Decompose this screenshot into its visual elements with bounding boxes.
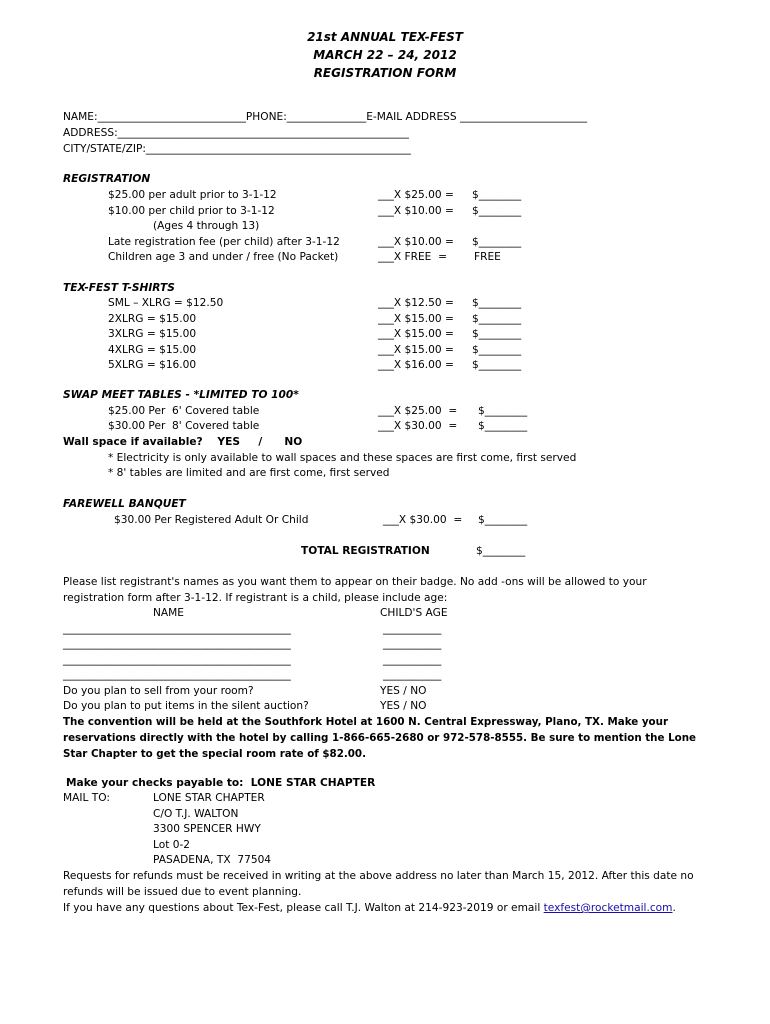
wall-space-question[interactable]: Wall space if available? YES / NO (63, 436, 303, 448)
total-registration-label: TOTAL REGISTRATION (301, 545, 430, 557)
swap-item-total[interactable]: $________ (478, 405, 528, 417)
tshirt-item-total[interactable]: $________ (472, 328, 522, 340)
tshirt-item-qty[interactable]: ___X $12.50 = (378, 297, 454, 309)
questions-contact-end: . (672, 902, 676, 914)
tables-note: * 8' tables are limited and are first come, first served (108, 467, 390, 479)
sell-question: Do you plan to sell from your room? (63, 685, 254, 697)
electricity-note: * Electricity is only available to wall spaces and these spaces are first come, first served (108, 452, 577, 464)
email-link[interactable]: texfest@rocketmail.com (543, 902, 673, 914)
badge-name-header: NAME (153, 607, 185, 619)
registration-item-qty[interactable]: ___X $10.00 = (378, 236, 454, 248)
refund-policy: Requests for refunds must be received in writing at the above address no later than March 15, 2012. After this date no refunds will be issued due to event planning. (63, 870, 694, 898)
total-registration-value[interactable]: $________ (476, 545, 526, 557)
auction-answer[interactable]: YES / NO (380, 700, 427, 712)
badge-name-line[interactable]: ___________________________________________ (63, 654, 291, 666)
swap-item-qty[interactable]: ___X $25.00 = (378, 405, 458, 417)
registration-item-total: FREE (474, 251, 501, 263)
swap-item-total[interactable]: $________ (478, 420, 528, 432)
mail-to-label: MAIL TO: (63, 792, 110, 804)
tshirt-item-qty[interactable]: ___X $16.00 = (378, 359, 454, 371)
swap-item-label: $30.00 Per 8' Covered table (108, 420, 260, 432)
questions-contact (63, 902, 676, 915)
address-field[interactable]: ADDRESS:_______________________________________________________ (63, 127, 409, 139)
registration-item-label: (Ages 4 through 13) (153, 220, 260, 232)
tshirt-item-total[interactable]: $________ (472, 344, 522, 356)
badge-age-line[interactable]: ___________ (383, 623, 442, 635)
hotel-info: The convention will be held at the Southfork Hotel at 1600 N. Central Expressway, Plano, TX. Make your reservations directly with the hotel by calling 1-866-665-2680 or 972-578-8555. Be sure to mention the Lone Star Chapter to get the special room rate of $82.00. (63, 716, 697, 760)
payable-to: Make your checks payable to: LONE STAR CHAPTER (66, 777, 376, 789)
mail-address-line: C/O T.J. WALTON (153, 808, 239, 820)
registration-item-label: Children age 3 and under / free (No Packet) (108, 251, 339, 263)
mail-address-line: LONE STAR CHAPTER (153, 792, 265, 804)
registration-item-label: $10.00 per child prior to 3-1-12 (108, 205, 275, 217)
mail-address-line: Lot 0-2 (153, 839, 191, 851)
banquet-total[interactable]: $________ (478, 514, 528, 526)
sell-answer[interactable]: YES / NO (380, 685, 427, 697)
title-line1: 21st ANNUAL TEX-FEST (307, 30, 463, 44)
badge-name-line[interactable]: ___________________________________________ (63, 669, 291, 681)
registration-item-qty[interactable]: ___X FREE = (378, 251, 447, 263)
tshirt-item-total[interactable]: $________ (472, 359, 522, 371)
swap-item-qty[interactable]: ___X $30.00 = (378, 420, 458, 432)
tshirt-item-qty[interactable]: ___X $15.00 = (378, 313, 454, 325)
badge-age-line[interactable]: ___________ (383, 669, 442, 681)
tshirt-item-total[interactable]: $________ (472, 297, 522, 309)
registration-item-total[interactable]: $________ (472, 189, 522, 201)
title-dates: MARCH 22 – 24, 2012 (313, 48, 457, 62)
tshirt-item-label: 4XLRG = $15.00 (108, 344, 197, 356)
banquet-qty[interactable]: ___X $30.00 = (383, 514, 463, 526)
tshirt-item-total[interactable]: $________ (472, 313, 522, 325)
registration-item-qty[interactable]: ___X $25.00 = (378, 189, 454, 201)
name-phone-email-field[interactable]: NAME:____________________________PHONE:_______________E-MAIL ADDRESS ________________________ (63, 111, 588, 123)
registration-item-qty[interactable]: ___X $10.00 = (378, 205, 454, 217)
badge-age-line[interactable]: ___________ (383, 654, 442, 666)
tshirt-item-label: SML – XLRG = $12.50 (108, 297, 224, 309)
badge-instructions: Please list registrant's names as you want them to appear on their badge. No add -ons will be allowed to your registration form after 3-1-12. If registrant is a child, please include age: (63, 576, 647, 604)
auction-question: Do you plan to put items in the silent auction? (63, 700, 309, 712)
tshirt-item-label: 3XLRG = $15.00 (108, 328, 197, 340)
badge-age-line[interactable]: ___________ (383, 638, 442, 650)
tshirt-item-qty[interactable]: ___X $15.00 = (378, 344, 454, 356)
tshirt-item-label: 5XLRG = $16.00 (108, 359, 197, 371)
registration-item-total[interactable]: $________ (472, 205, 522, 217)
swap-item-label: $25.00 Per 6' Covered table (108, 405, 260, 417)
registration-item-label: $25.00 per adult prior to 3-1-12 (108, 189, 277, 201)
registration-item-total[interactable]: $________ (472, 236, 522, 248)
badge-age-header: CHILD'S AGE (380, 607, 448, 619)
title-form: REGISTRATION FORM (313, 66, 457, 80)
badge-name-line[interactable]: ___________________________________________ (63, 638, 291, 650)
tshirt-item-label: 2XLRG = $15.00 (108, 313, 197, 325)
banquet-heading: FAREWELL BANQUET (63, 498, 186, 510)
tshirts-heading: TEX-FEST T-SHIRTS (63, 282, 175, 294)
badge-name-line[interactable]: ___________________________________________ (63, 623, 291, 635)
mail-address-line: PASADENA, TX 77504 (153, 854, 272, 866)
city-state-zip-field[interactable]: CITY/STATE/ZIP:__________________________________________________ (63, 143, 411, 155)
questions-contact-text: If you have any questions about Tex-Fest, please call T.J. Walton at 214-923-2019 or email (63, 902, 544, 914)
tshirt-item-qty[interactable]: ___X $15.00 = (378, 328, 454, 340)
swap-meet-heading: SWAP MEET TABLES - *LIMITED TO 100* (63, 389, 299, 401)
registration-heading: REGISTRATION (63, 173, 151, 185)
registration-item-label: Late registration fee (per child) after 3-1-12 (108, 236, 340, 248)
mail-address-line: 3300 SPENCER HWY (153, 823, 261, 835)
banquet-label: $30.00 Per Registered Adult Or Child (114, 514, 309, 526)
